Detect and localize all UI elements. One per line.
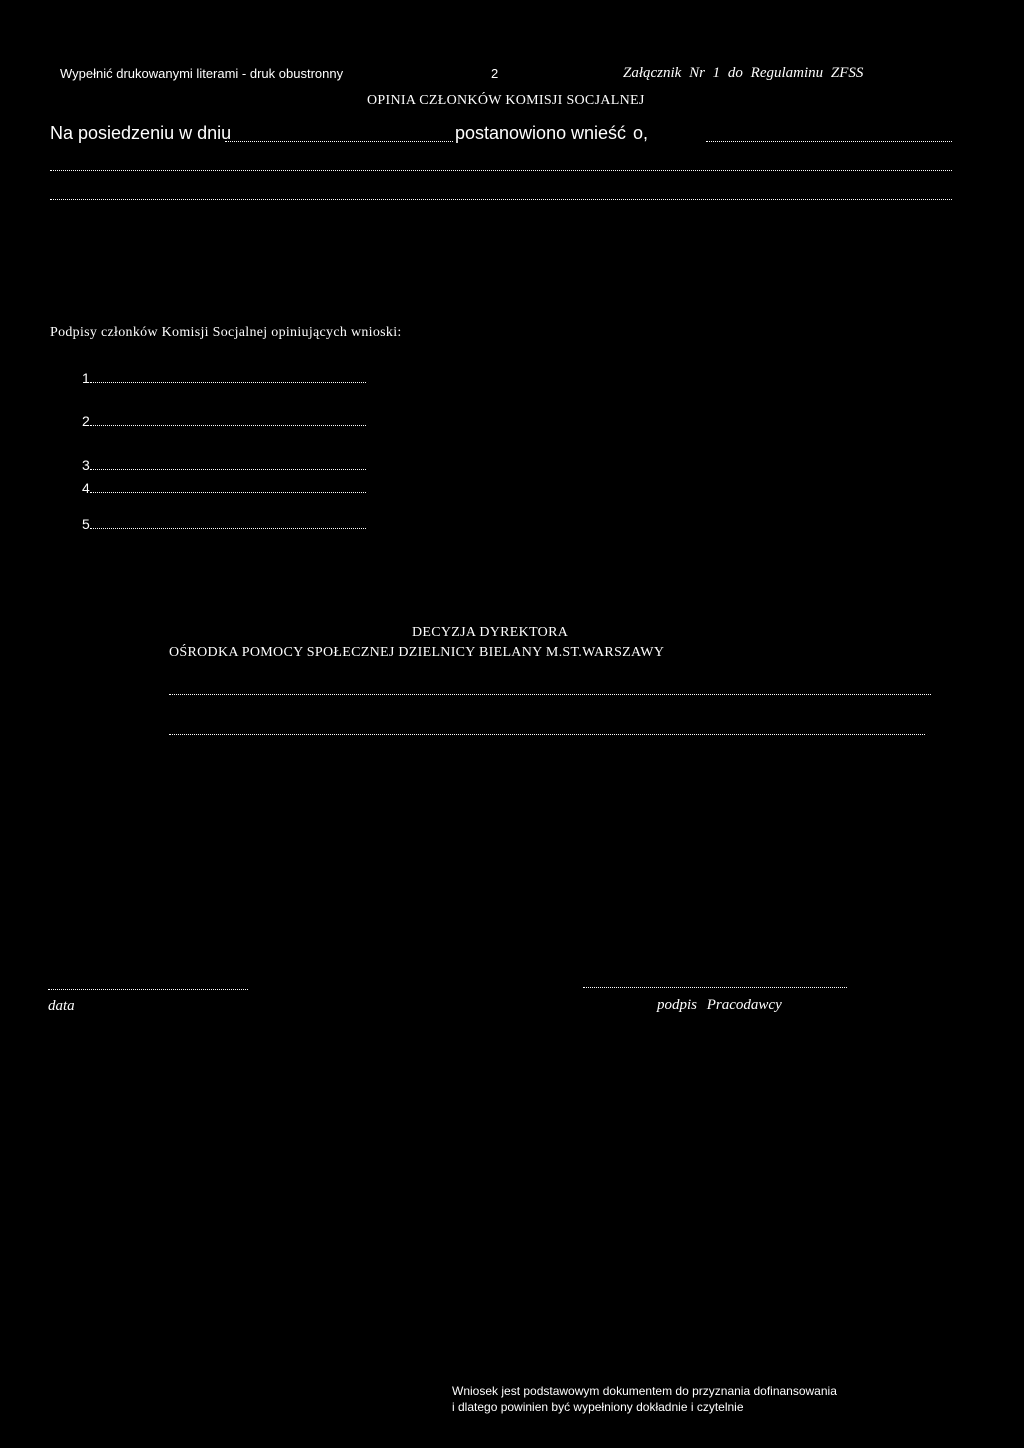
opinion-field-2[interactable]	[50, 170, 952, 171]
note-line-1: Wniosek jest podstawowym dokumentem do przyznania dofinansowania	[452, 1384, 837, 1398]
note-line-2: i dlatego powinien być wypełniony dokładnie i czytelnie	[452, 1400, 744, 1414]
meeting-prefix: Na posiedzeniu w dniu	[50, 123, 232, 143]
signature-field[interactable]	[90, 469, 366, 470]
signature-field[interactable]	[90, 528, 366, 529]
opinion-field-1[interactable]	[706, 141, 952, 142]
signature-field[interactable]	[90, 382, 366, 383]
decision-title-line1: DECYZJA DYREKTORA	[412, 625, 569, 640]
date-field[interactable]	[48, 989, 248, 990]
decision-title-line2: OŚRODKA POMOCY SPOŁECZNEJ DZIELNICY BIELANY M.ST.WARSZAWY	[169, 645, 665, 660]
date-label: data	[48, 998, 75, 1014]
decision-field-1[interactable]	[169, 694, 931, 695]
instruction-text: Wypełnić drukowanymi literami - druk obustronny	[60, 66, 344, 81]
employer-signature-field[interactable]	[583, 987, 847, 988]
about-text: o,	[633, 123, 649, 143]
signature-line-2[interactable]	[82, 414, 366, 428]
page-number: 2	[491, 66, 499, 81]
signatures-heading: Podpisy członków Komisji Socjalnej opiniujących wnioski:	[50, 325, 402, 340]
decision-field-2[interactable]	[169, 734, 925, 735]
decided-text: postanowiono	[455, 123, 567, 143]
signature-number: 4	[82, 480, 90, 496]
signature-field[interactable]	[90, 425, 366, 426]
signature-line-1[interactable]	[82, 371, 366, 385]
signature-number: 1	[82, 370, 90, 386]
signature-number: 5	[82, 516, 90, 532]
signature-number: 3	[82, 457, 90, 473]
signature-line-3[interactable]	[82, 458, 366, 472]
signature-line-4[interactable]	[82, 481, 366, 495]
employer-signature-label: podpis Pracodawcy	[657, 997, 782, 1013]
opinion-field-3[interactable]	[50, 199, 952, 200]
submit-text: wnieść	[571, 123, 627, 143]
attachment-label: Załącznik Nr 1 do Regulaminu ZFSS	[623, 65, 864, 81]
signature-line-5[interactable]	[82, 517, 366, 531]
meeting-date-field[interactable]	[225, 141, 453, 142]
opinion-title: OPINIA CZŁONKÓW KOMISJI SOCJALNEJ	[367, 93, 645, 108]
signature-field[interactable]	[90, 492, 366, 493]
signature-number: 2	[82, 413, 90, 429]
